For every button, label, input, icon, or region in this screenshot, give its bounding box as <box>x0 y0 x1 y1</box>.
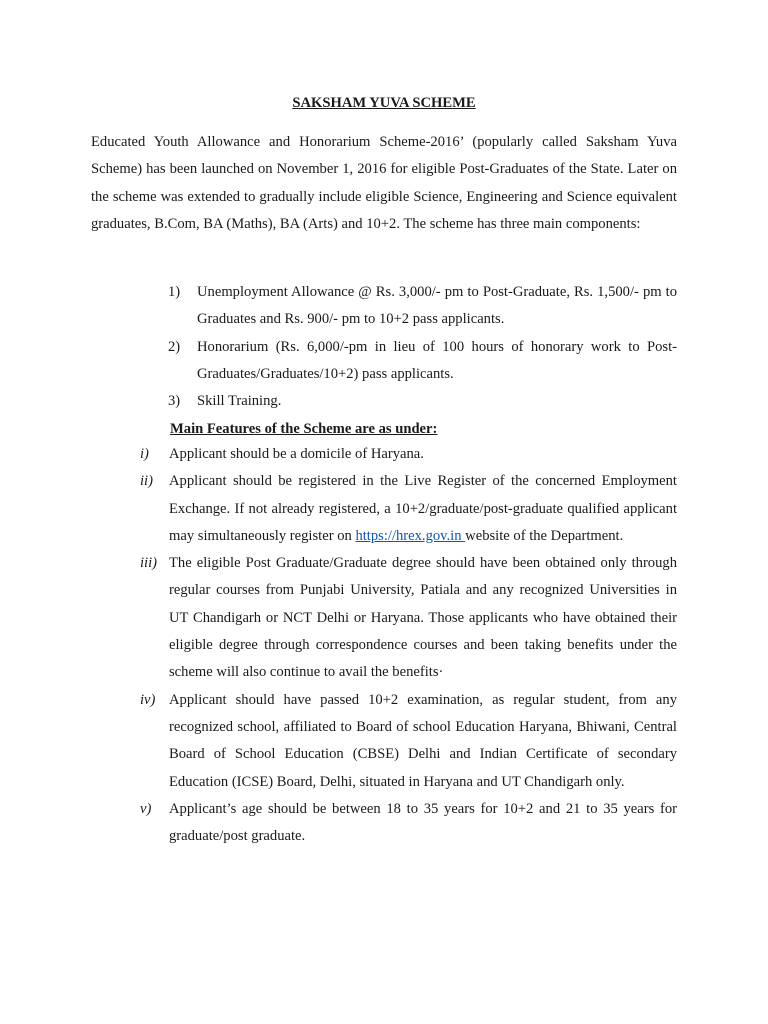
feature-item <box>140 687 677 796</box>
component-item <box>168 279 677 334</box>
feature-number: v) <box>140 800 152 817</box>
component-item <box>168 334 677 389</box>
intro-paragraph: Educated Youth Allowance and Honorarium Scheme-2016’ (popularly called Saksham Yuva Scheme) has been launched on November 1, 2016 for eligible Post-Graduates of the State. Later on the scheme was extended to gradually include eligible Science, Engineering and Science equivalent graduates, B.Com, BA (Maths), BA (Arts) and 10+2. The scheme has three main components: <box>91 134 677 232</box>
feature-item <box>140 550 677 686</box>
feature-number: i) <box>140 446 149 462</box>
components-list <box>168 279 677 415</box>
component-item <box>168 388 677 415</box>
hrex-website-link[interactable]: https://hrex.gov.in <box>355 527 466 544</box>
component-text: Unemployment Allowance @ Rs. 3,000/- pm to Post-Graduate, Rs. 1,500/- pm to Graduates and Rs. 900/- pm to 10+2 pass applicants. <box>197 284 677 328</box>
feature-text: Applicant’s age should be between 18 to 35 years for 10+2 and 21 to 35 years for graduate/post graduate. <box>169 800 677 845</box>
feature-item <box>140 796 677 851</box>
component-text: Honorarium (Rs. 6,000/-pm in lieu of 100 hours of honorary work to Post-Graduates/Graduates/10+2) pass applicants. <box>197 338 677 382</box>
feature-text-after: website of the Department. <box>465 527 624 544</box>
document-title: SAKSHAM YUVA SCHEME <box>292 95 476 111</box>
feature-item <box>140 468 677 550</box>
component-number: 2) <box>168 338 181 355</box>
feature-item <box>140 441 677 468</box>
component-text: Skill Training. <box>197 393 282 410</box>
features-list <box>140 441 677 850</box>
feature-number: iv) <box>140 691 156 708</box>
component-number: 3) <box>168 393 181 410</box>
features-heading: Main Features of the Scheme are as under: <box>170 421 438 437</box>
feature-text: Applicant should be registered in the Live Register of the concerned Employment Exchange. If not already registered, a 10+2/graduate/post-graduate qualified applicant may simultaneously register on <box>169 473 677 544</box>
feature-number: ii) <box>140 473 153 490</box>
feature-number: iii) <box>140 555 158 572</box>
feature-text: The eligible Post Graduate/Graduate degree should have been obtained only through regular courses from Punjabi University, Patiala and any recognized Universities in UT Chandigarh or NCT Delhi or Haryana. Those applicants who have obtained their eligible degree through correspondence courses and been taking benefits under the scheme will also continue to avail the benefits· <box>169 555 677 681</box>
feature-text: Applicant should have passed 10+2 examination, as regular student, from any recognized school, affiliated to Board of school Education Haryana, Bhiwani, Central Board of School Education (CBSE) Delhi and Indian Certificate of secondary Education (ICSE) Board, Delhi, situated in Haryana and UT Chandigarh only. <box>169 691 677 790</box>
component-number: 1) <box>168 284 181 300</box>
feature-text: Applicant should be a domicile of Haryana. <box>169 446 424 462</box>
